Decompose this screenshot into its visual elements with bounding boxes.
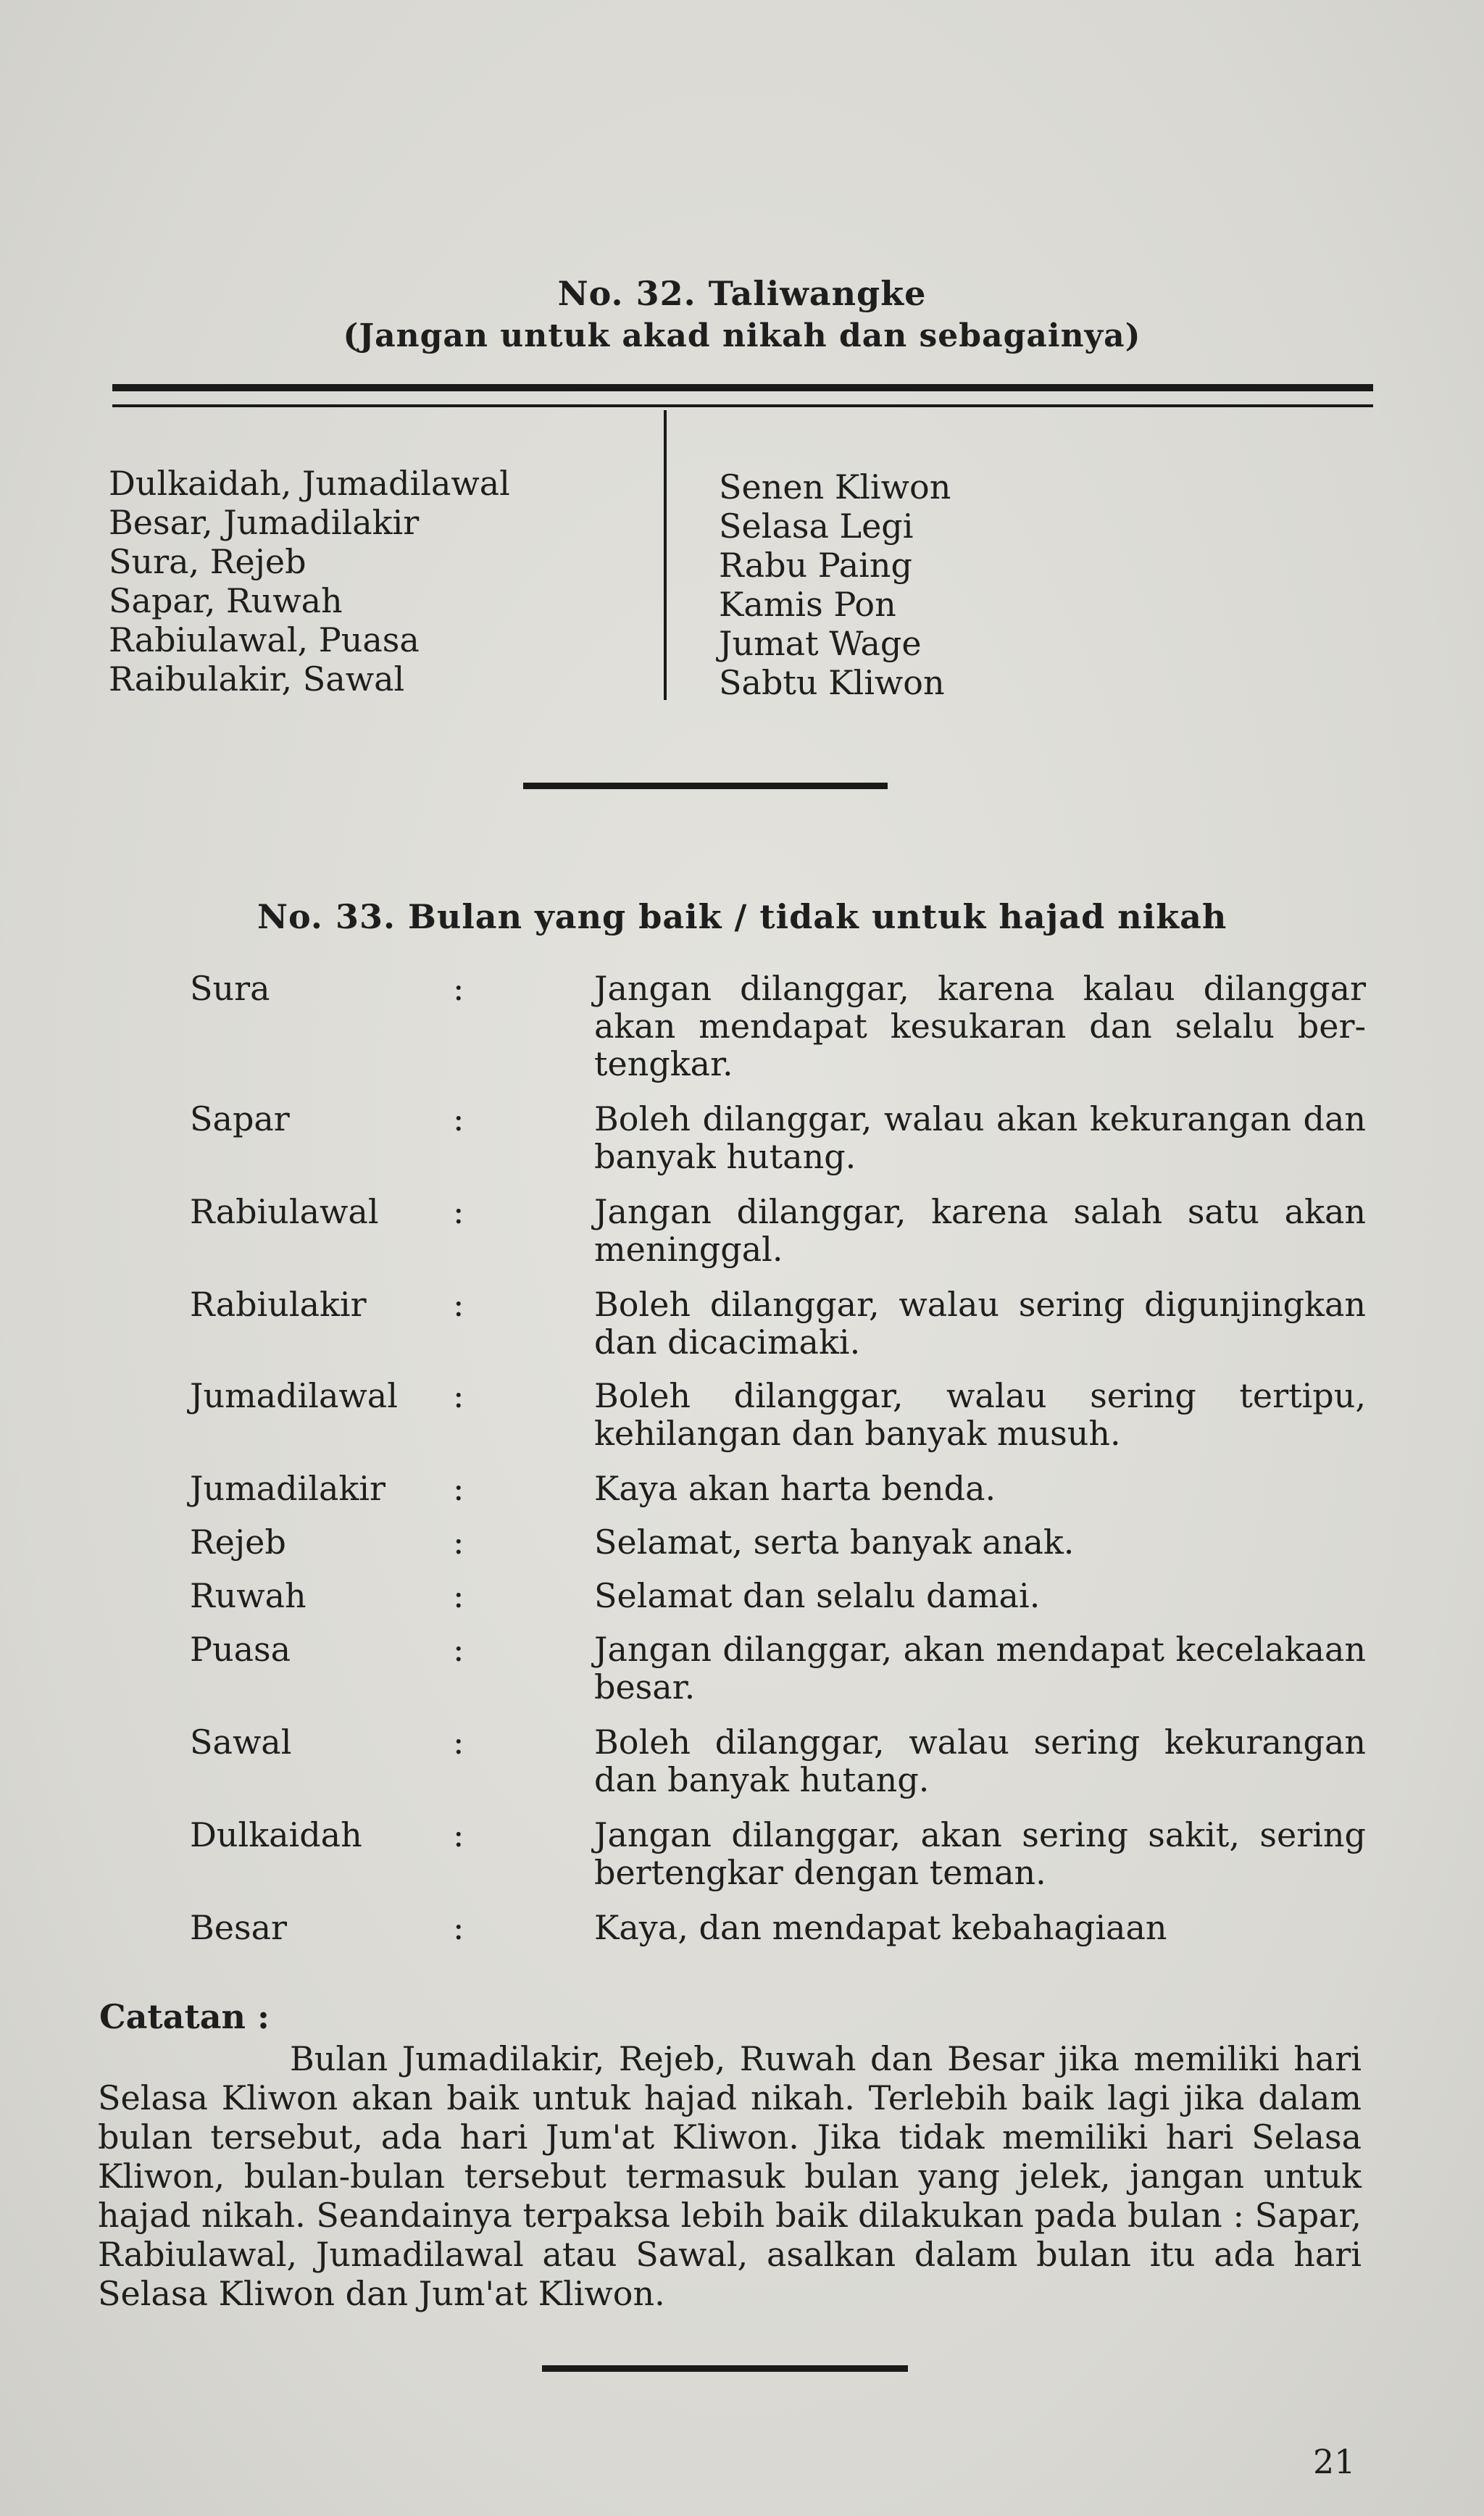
month-description: Jangan dilanggar, akan sering sakit, sering bertengkar dengan teman.	[594, 1815, 1366, 1892]
column-separator	[664, 410, 667, 700]
month-pair: Sapar, Ruwah	[109, 581, 343, 620]
month-name: Sura	[190, 969, 270, 1008]
colon: :	[453, 1285, 464, 1324]
colon: :	[453, 1576, 464, 1615]
colon: :	[453, 1192, 464, 1231]
page-number: 21	[1313, 2442, 1356, 2481]
colon: :	[453, 969, 464, 1008]
month-description: Kaya akan harta benda.	[594, 1469, 996, 1508]
section-32-subtitle: (Jangan untuk akad nikah dan sebagainya)	[343, 317, 1141, 354]
month-description: Jangan dilanggar, karena kalau dilanggar akan mendapat kesukaran dan selalu ber- tengkar.	[594, 969, 1366, 1083]
colon: :	[453, 1630, 464, 1669]
month-pair: Rabiulawal, Puasa	[109, 620, 420, 659]
month-name: Jumadilakir	[190, 1469, 385, 1508]
month-description: Boleh dilanggar, walau sering kekurangan dan banyak hutang.	[594, 1723, 1366, 1799]
month-pair: Raibulakir, Sawal	[109, 659, 405, 699]
day-name: Sabtu Kliwon	[719, 663, 945, 702]
colon: :	[453, 1723, 464, 1762]
taliwangke-days-column	[719, 467, 951, 702]
table-top-rule	[112, 384, 1373, 391]
colon: :	[453, 1522, 464, 1562]
month-pair: Dulkaidah, Jumadilawal	[109, 464, 510, 503]
table-top-rule-thin	[112, 404, 1373, 407]
month-pair: Sura, Rejeb	[109, 542, 307, 581]
day-name: Selasa Legi	[719, 507, 914, 546]
month-name: Ruwah	[190, 1576, 307, 1615]
day-name: Jumat Wage	[719, 624, 922, 663]
month-description: Boleh dilanggar, walau akan kekurangan dan banyak hutang.	[594, 1099, 1366, 1176]
month-pair: Besar, Jumadilakir	[109, 503, 420, 542]
month-description: Selamat dan selalu damai.	[594, 1576, 1041, 1615]
month-name: Rabiulakir	[190, 1285, 367, 1324]
note-paragraph: Bulan Jumadilakir, Rejeb, Ruwah dan Besar jika memiliki hari Selasa Kliwon akan baik untuk hajad nikah. Terlebih baik lagi jika dalam bulan tersebut, ada hari Jum'at Kliwon. Jika tidak memiliki hari Selasa Kliwon, bulan-bulan tersebut termasuk bulan yang jelek, jangan untuk hajad nikah. Seandainya terpaksa lebih baik dilakukan pada bulan : Sapar, Rabiulawal, Jumadilawal atau Sawal, asalkan dalam bulan itu ada hari Selasa Kliwon dan Jum'at Kliwon.	[98, 2039, 1362, 2313]
day-name: Senen Kliwon	[719, 467, 951, 507]
colon: :	[453, 1908, 464, 1947]
colon: :	[453, 1815, 464, 1854]
month-description: Boleh dilanggar, walau sering tertipu, kehilangan dan banyak musuh.	[594, 1376, 1366, 1453]
month-description: Selamat, serta banyak anak.	[594, 1522, 1075, 1562]
month-name: Sapar	[190, 1099, 290, 1138]
colon: :	[453, 1376, 464, 1415]
month-description: Jangan dilanggar, karena salah satu akan meninggal.	[594, 1192, 1366, 1269]
taliwangke-months-column	[109, 464, 510, 699]
month-name: Jumadilawal	[190, 1376, 398, 1415]
section-33-title: No. 33. Bulan yang baik / tidak untuk hajad nikah	[257, 897, 1227, 936]
colon: :	[453, 1469, 464, 1508]
month-name: Puasa	[190, 1630, 291, 1669]
section-divider	[523, 783, 888, 789]
day-name: Rabu Paing	[719, 546, 912, 585]
month-description: Boleh dilanggar, walau sering digunjingkan dan dicacimaki.	[594, 1285, 1366, 1362]
note-label: Catatan :	[99, 1997, 270, 2036]
month-name: Sawal	[190, 1723, 292, 1762]
colon: :	[453, 1099, 464, 1138]
month-name: Rabiulawal	[190, 1192, 379, 1231]
day-name: Kamis Pon	[719, 585, 896, 624]
month-name: Rejeb	[190, 1522, 286, 1562]
section-32-title: No. 32. Taliwangke	[557, 274, 927, 313]
section-divider	[542, 2365, 908, 2372]
month-description: Jangan dilanggar, akan mendapat kecelakaan besar.	[594, 1630, 1366, 1707]
month-description: Kaya, dan mendapat kebahagiaan	[594, 1908, 1167, 1947]
month-name: Besar	[190, 1908, 288, 1947]
month-name: Dulkaidah	[190, 1815, 362, 1854]
